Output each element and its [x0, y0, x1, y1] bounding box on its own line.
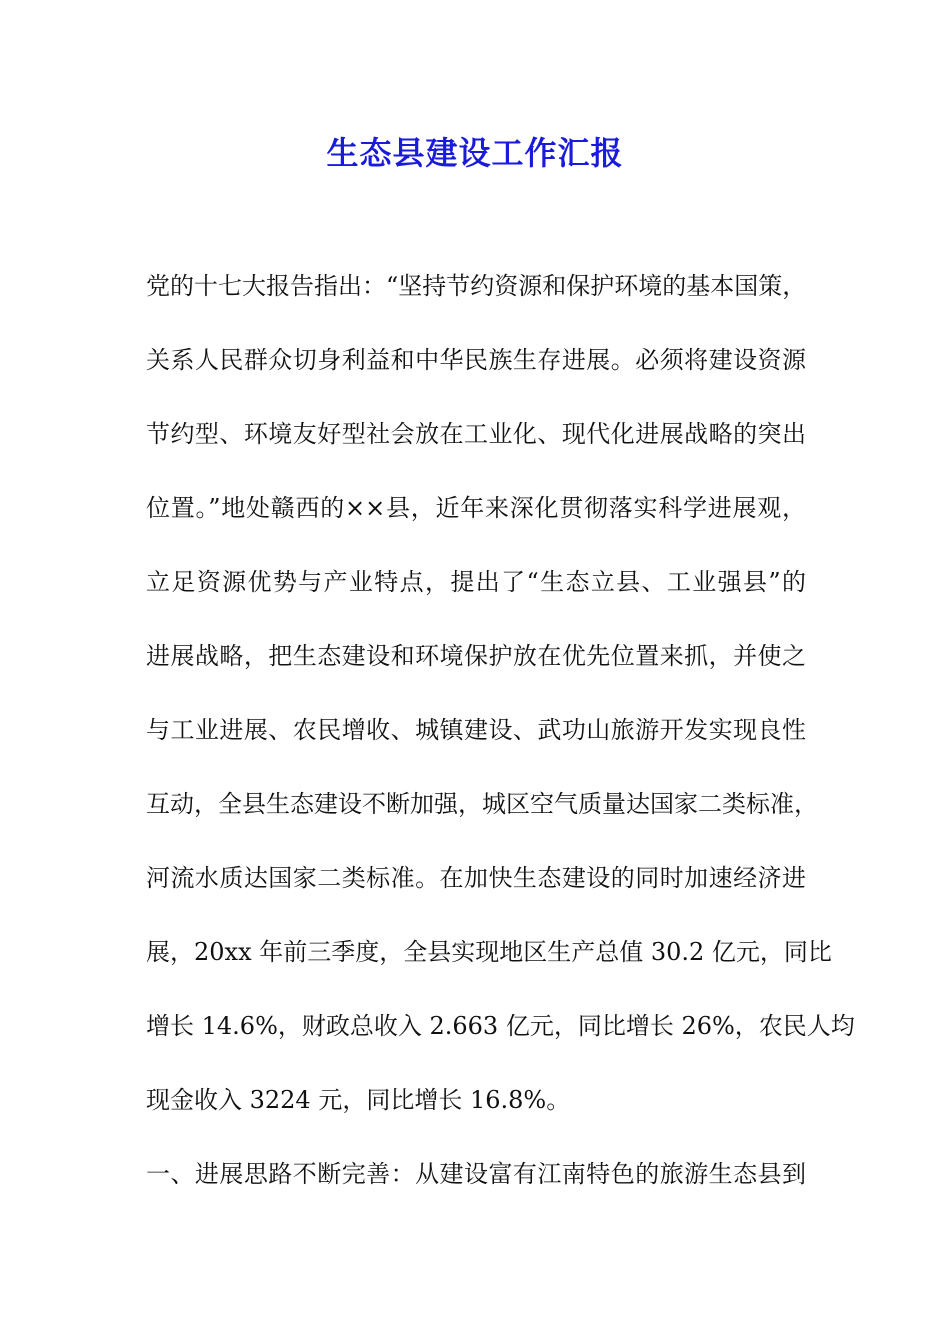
text-line: 进展战略，把生态建设和环境保护放在优先位置来抓，并使之 [146, 642, 806, 670]
paragraph-intro [146, 260, 855, 1148]
text-line: 增长 14.6%，财政总收入 2.663 亿元，同比增长 26%，农民人均 [146, 1012, 855, 1040]
text-line: 现金收入 3224 元，同比增长 16.8%。 [146, 1086, 571, 1114]
document-title: 生态县建设工作汇报 [326, 134, 624, 172]
text-line: 节约型、环境友好型社会放在工业化、现代化进展战略的突出 [146, 420, 806, 448]
text-line: 与工业进展、农民增收、城镇建设、武功山旅游开发实现良性 [146, 716, 806, 744]
text-line: 关系人民群众切身利益和中华民族生存进展。必须将建设资源 [146, 346, 806, 374]
text-line: 互动，全县生态建设不断加强，城区空气质量达国家二类标准， [146, 790, 818, 818]
text-line: 位置。”地处赣西的××县，近年来深化贯彻落实科学进展观， [146, 494, 806, 522]
text-line: 河流水质达国家二类标准。在加快生态建设的同时加速经济进 [146, 864, 806, 892]
document-body [146, 260, 855, 1222]
text-line: 一、进展思路不断完善：从建设富有江南特色的旅游生态县到 [146, 1160, 806, 1188]
text-line: 立足资源优势与产业特点，提出了“生态立县、工业强县”的 [146, 568, 806, 596]
text-line: 展，20xx 年前三季度，全县实现地区生产总值 30.2 亿元，同比 [146, 938, 832, 966]
paragraph-section-one [146, 1148, 806, 1222]
text-line: 党的十七大报告指出：“坚持节约资源和保护环境的基本国策， [146, 272, 807, 300]
